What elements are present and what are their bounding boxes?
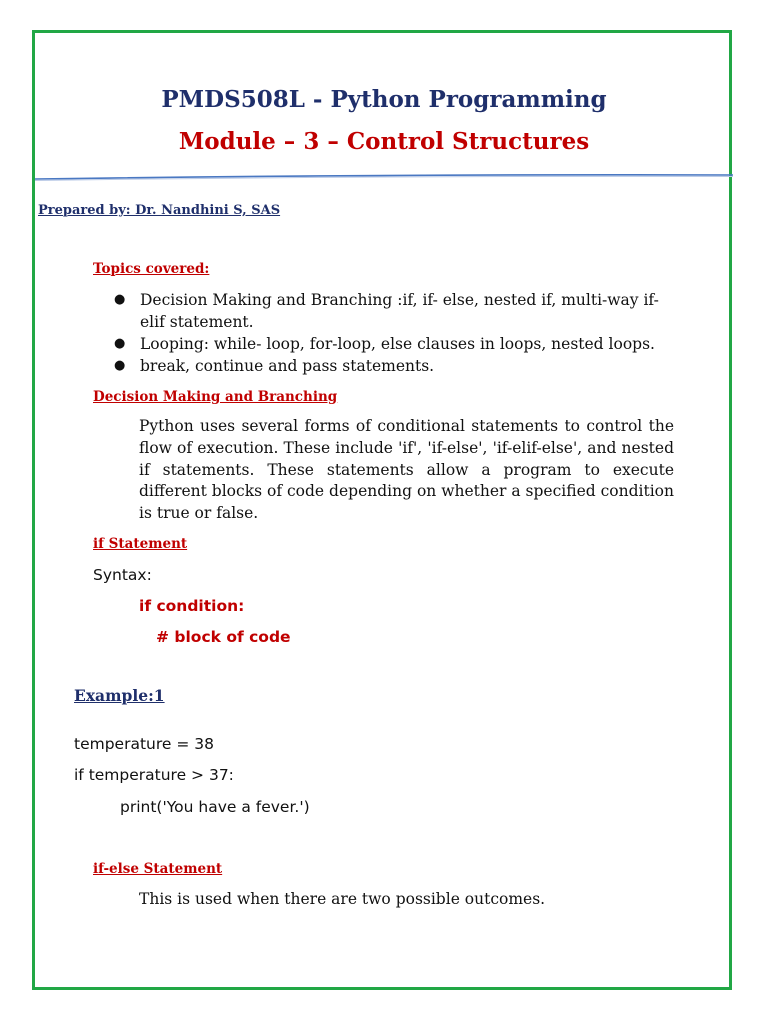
syntax-line-1: if condition: (139, 597, 245, 615)
example-line-2: if temperature > 37: (74, 766, 234, 784)
example-line-1: temperature = 38 (74, 735, 214, 753)
prepared-by: Prepared by: Dr. Nandhini S, SAS (38, 203, 281, 218)
list-item-text: Looping: while- loop, for-loop, else clauses in loops, nested loops. (140, 335, 655, 353)
decision-paragraph: Python uses several forms of conditional statements to control the flow of execution. These include 'if', 'if-else', 'if-elif-else', and nested if statements. These statements allow a program to execute different blocks of code depending on whether a specified condition is true or false. (139, 417, 674, 523)
syntax-label: Syntax: (93, 566, 152, 584)
syntax-line-2: # block of code (156, 628, 291, 646)
list-item-text: break, continue and pass statements. (140, 357, 435, 375)
list-item-text: Decision Making and Branching :if, if- else, nested if, multi-way if-elif statement. (140, 291, 659, 331)
bullet-icon: ● (114, 336, 126, 351)
topics-list (114, 289, 674, 377)
bullet-icon: ● (114, 358, 126, 373)
if-else-description: This is used when there are two possible outcomes. (139, 890, 546, 908)
example-line-3: print('You have a fever.') (120, 798, 310, 816)
example-heading: Example:1 (74, 686, 165, 705)
list-item (114, 333, 674, 355)
topics-heading: Topics covered: (93, 261, 210, 277)
course-title: PMDS508L - Python Programming (161, 86, 607, 113)
bullet-icon: ● (114, 292, 126, 307)
if-statement-heading: if Statement (93, 536, 188, 552)
list-item (114, 289, 674, 333)
list-item (114, 355, 674, 377)
header-divider (35, 166, 733, 186)
decision-heading: Decision Making and Branching (93, 389, 338, 405)
module-title: Module – 3 – Control Structures (178, 128, 590, 155)
if-else-heading: if-else Statement (93, 861, 223, 877)
